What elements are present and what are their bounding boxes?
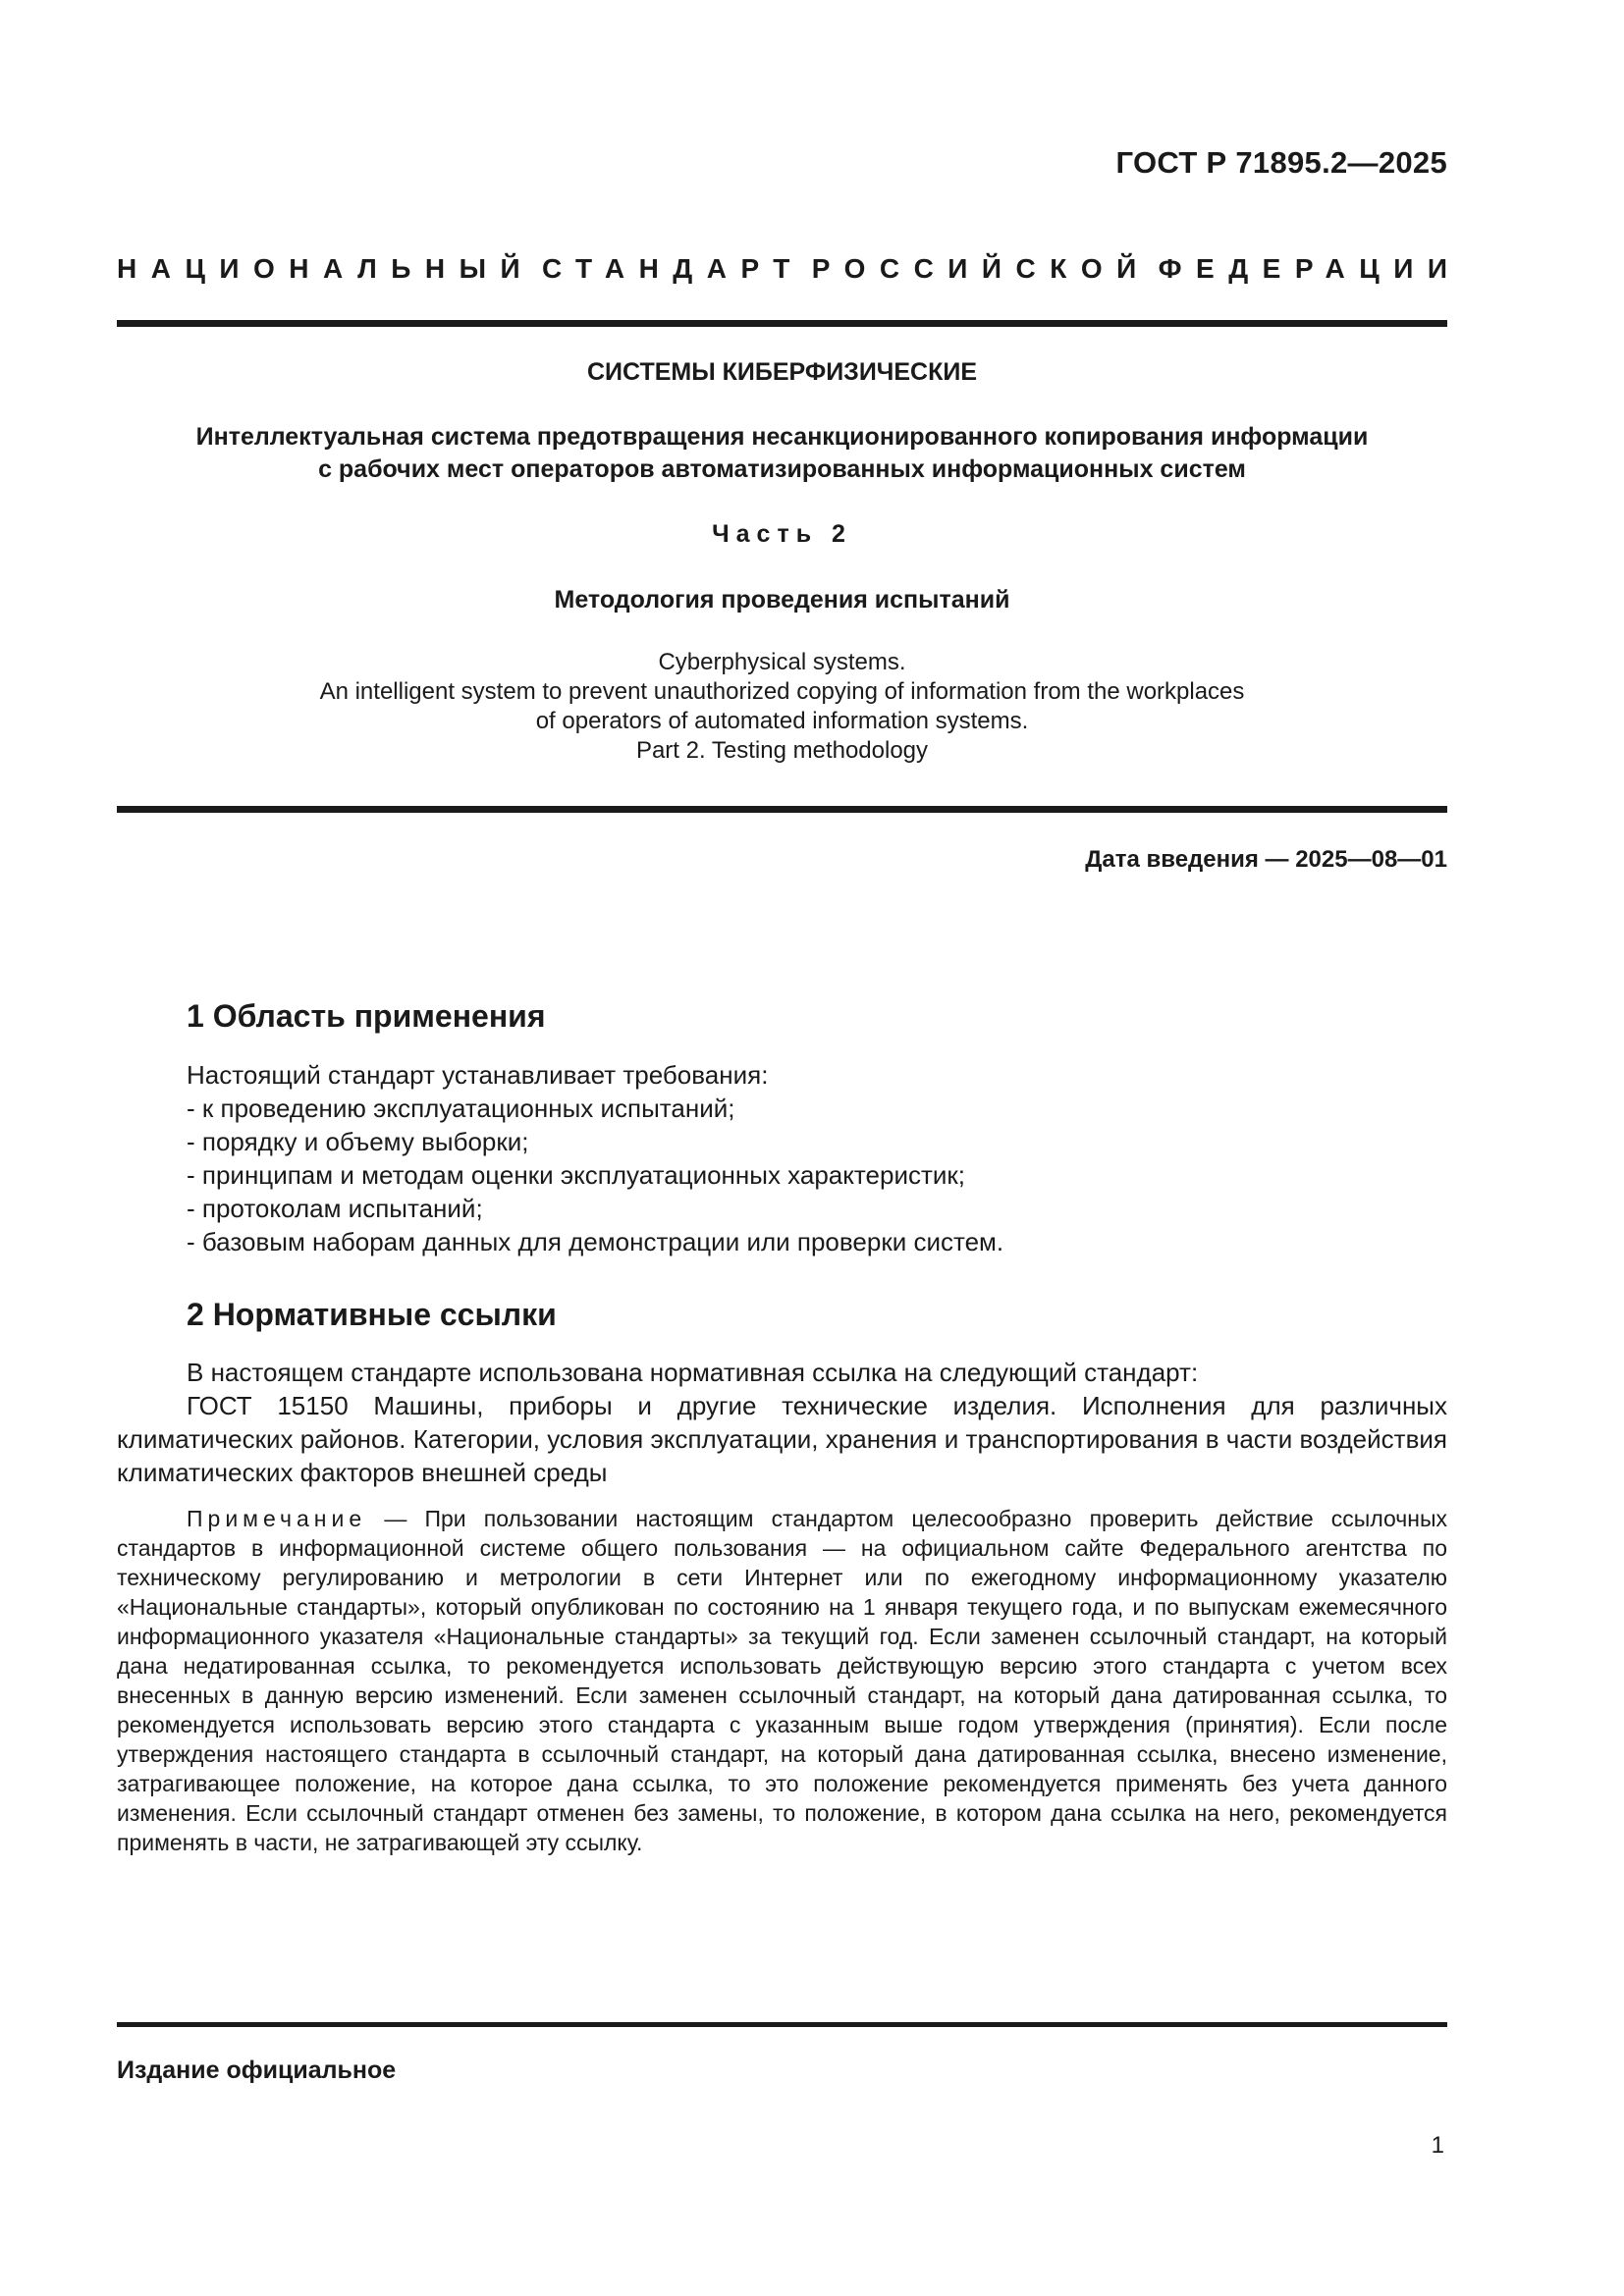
section-2-heading: 2 Нормативные ссылки	[187, 1297, 557, 1332]
middle-divider	[117, 806, 1447, 813]
introduction-date: Дата введения — 2025—08—01	[1085, 846, 1447, 873]
english-title-line-3: of operators of automated information systems.	[535, 708, 1029, 734]
english-title-line-4: Part 2. Testing methodology	[635, 737, 929, 764]
scope-lead: Настоящий стандарт устанавливает требования:	[187, 1060, 769, 1090]
list-item: - к проведению эксплуатационных испытаний;	[187, 1092, 1414, 1125]
banner-word-1: НАЦИОНАЛЬНЫЙ	[117, 253, 535, 284]
part-label: Часть 2	[712, 520, 852, 548]
document-title: СИСТЕМЫ КИБЕРФИЗИЧЕСКИЕ	[587, 358, 977, 386]
scope-section	[187, 1058, 1414, 1258]
scope-list	[187, 1092, 1414, 1258]
english-title-line-1: Cyberphysical systems.	[658, 649, 906, 675]
subtitle-line-1: Интеллектуальная система предотвращения несанкционированного копирования информации	[195, 423, 1369, 451]
note-text: — При пользовании настоящим стандартом целесообразно проверить действие ссылочных стандартов в информационной системе общего пользования — на официальном сайте Федерального агентства по техническому регулированию и метрологии в сети Интернет или по ежегодному информационному указателю «Национальные стандарты», который опубликован по состоянию на 1 января текущего года, и по выпускам ежемесячного информационного указателя «Национальные стандарты» за текущий год. Если заменен ссылочный стандарт, на который дана недатированная ссылка, то рекомендуется использовать действующую версию этого стандарта с учетом всех внесенных в данную версию изменений. Если заменен ссылочный стандарт, на который дана датированная ссылка, то рекомендуется использовать версию этого стандарта с указанным выше годом утверждения (принятия). Если после утверждения настоящего стандарта в ссылочный стандарт, на который дана датированная ссылка, внесено изменение, затрагивающее положение, на которое дана ссылка, то это положение рекомендуется применять без учета данного изменения. Если ссылочный стандарт отменен без замены, то положение, в котором дана ссылка на него, рекомендуется применять в части, не затрагивающей эту ссылку.	[117, 1506, 1448, 1855]
english-title-line-2: An intelligent system to prevent unauthorized copying of information from the workplaces	[319, 678, 1245, 705]
list-item: - базовым наборам данных для демонстрации или проверки систем.	[187, 1225, 1414, 1258]
page-number: 1	[1431, 2132, 1444, 2159]
note-paragraph	[117, 1504, 1447, 1857]
banner-word-3: РОССИЙСКОЙ	[811, 253, 1151, 284]
list-item: - принципам и методам оценки эксплуатационных характеристик;	[187, 1158, 1414, 1192]
reference-gost-15150: ГОСТ 15150 Машины, приборы и другие технические изделия. Исполнения для различных климатических районов. Категории, условия эксплуатации, хранения и транспортирования в части воздействия климатических факторов внешней среды	[117, 1391, 1447, 1487]
banner-word-2: СТАНДАРТ	[542, 253, 804, 284]
document-subtitle	[117, 421, 1447, 486]
references-lead: В настоящем стандарте использована нормативная ссылка на следующий стандарт:	[187, 1358, 1199, 1387]
normative-references	[117, 1356, 1447, 1489]
section-1-heading: 1 Область применения	[187, 998, 546, 1034]
english-title	[117, 648, 1447, 766]
banner-word-4: ФЕДЕРАЦИИ	[1158, 253, 1462, 284]
list-item: - порядку и объему выборки;	[187, 1125, 1414, 1158]
note-label: Примечание	[187, 1506, 367, 1531]
top-divider	[117, 320, 1447, 327]
subtitle-line-2: с рабочих мест операторов автоматизированных информационных систем	[318, 455, 1246, 483]
document-number: ГОСТ Р 71895.2—2025	[1115, 145, 1447, 180]
national-standard-banner	[117, 253, 1462, 285]
part-title: Методология проведения испытаний	[554, 586, 1010, 614]
official-edition-label: Издание официальное	[117, 2056, 397, 2084]
bottom-divider	[117, 2022, 1447, 2027]
list-item: - протоколам испытаний;	[187, 1192, 1414, 1225]
